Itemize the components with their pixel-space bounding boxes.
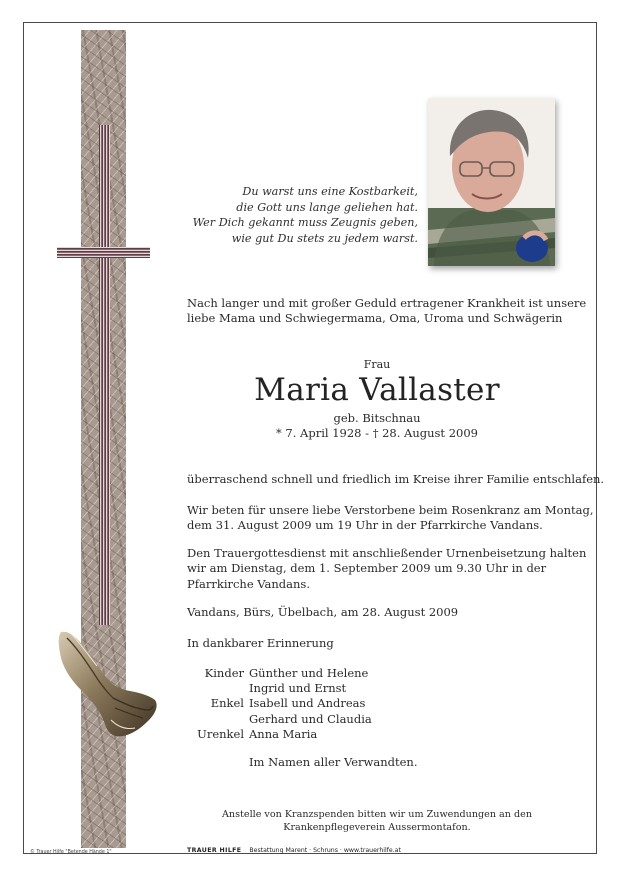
family-relation: Enkel: [210, 696, 244, 711]
family-relation: [187, 712, 249, 727]
all-relatives: Im Namen aller Verwandten.: [249, 755, 418, 769]
service-line: Pfarrkirche Vandans.: [187, 576, 310, 591]
rosary-line: Wir beten für unsere liebe Verstorbene beim Rosenkranz am Montag,: [187, 503, 594, 517]
family-relation: Kinder: [204, 666, 244, 680]
remembrance-heading: [187, 636, 572, 651]
service-paragraph: [187, 546, 587, 592]
family-relation: Urenkel: [197, 726, 244, 741]
family-row: [187, 727, 372, 742]
family-row: [187, 712, 372, 727]
remembrance-line: In dankbarer Erinnerung: [187, 636, 334, 650]
family-names: Gerhard und Claudia: [249, 711, 372, 726]
poem-line: Wer Dich gekannt muss Zeugnis geben,: [192, 216, 418, 230]
donation-line: Anstelle von Kranzspenden bitten wir um Zuwendungen an den: [222, 809, 532, 820]
family-list: [187, 666, 372, 742]
passing-paragraph: [187, 472, 605, 487]
poem-line: die Gott uns lange geliehen hat.: [236, 200, 418, 214]
deceased-dates: * 7. April 1928 - † 28. August 2009: [276, 426, 478, 440]
intro-line: Nach langer und mit großer Geduld ertragener Krankheit ist unsere: [187, 296, 587, 310]
rosary-paragraph: [187, 503, 594, 534]
intro-paragraph: [187, 296, 587, 327]
footer-text: Bestattung Marent · Schruns · www.trauerhilfe.at: [249, 847, 401, 854]
cross-horizontal-bar: [57, 247, 150, 258]
poem-line: wie gut Du stets zu jedem warst.: [231, 231, 418, 245]
service-line: wir am Dienstag, dem 1. September 2009 um 9.30 Uhr in der: [187, 561, 547, 576]
deceased-title: Frau: [363, 358, 391, 371]
place-date: [187, 605, 572, 620]
family-names: Anna Maria: [249, 726, 318, 741]
deceased-name: Maria Vallaster: [254, 372, 500, 408]
family-row: [187, 681, 372, 696]
family-row: [187, 666, 372, 681]
footer: [187, 847, 401, 854]
donation-line: Krankenpflegeverein Aussermontafon.: [283, 822, 471, 834]
passing-line: überraschend schnell und friedlich im Kreise ihrer Familie entschlafen.: [187, 472, 605, 486]
footer-brand: TRAUER HILFE: [187, 847, 242, 854]
family-names: Isabell und Andreas: [249, 696, 366, 711]
cross-vertical-bar: [99, 125, 110, 625]
deceased-maiden-name: geb. Bitschnau: [333, 411, 421, 425]
portrait-photo: [428, 98, 555, 266]
copyright-notice: © Trauer Hilfe "Betende Hände 1": [30, 850, 112, 855]
family-names: Günther und Helene: [249, 666, 369, 680]
donation-note: [187, 808, 567, 834]
service-line: Den Trauergottesdienst mit anschließender Urnenbeisetzung halten: [187, 546, 587, 560]
poem: [170, 184, 418, 246]
rosary-line: dem 31. August 2009 um 19 Uhr in der Pfarrkirche Vandans.: [187, 518, 543, 533]
intro-line: liebe Mama und Schwiegermama, Oma, Uroma und Schwägerin: [187, 311, 563, 326]
poem-line: Du warst uns eine Kostbarkeit,: [242, 185, 418, 198]
family-row: [187, 696, 372, 711]
family-relation: [187, 681, 249, 696]
praying-hands-icon: [55, 628, 160, 740]
family-names: Ingrid und Ernst: [249, 681, 347, 696]
place-date-line: Vandans, Bürs, Übelbach, am 28. August 2009: [187, 605, 459, 619]
